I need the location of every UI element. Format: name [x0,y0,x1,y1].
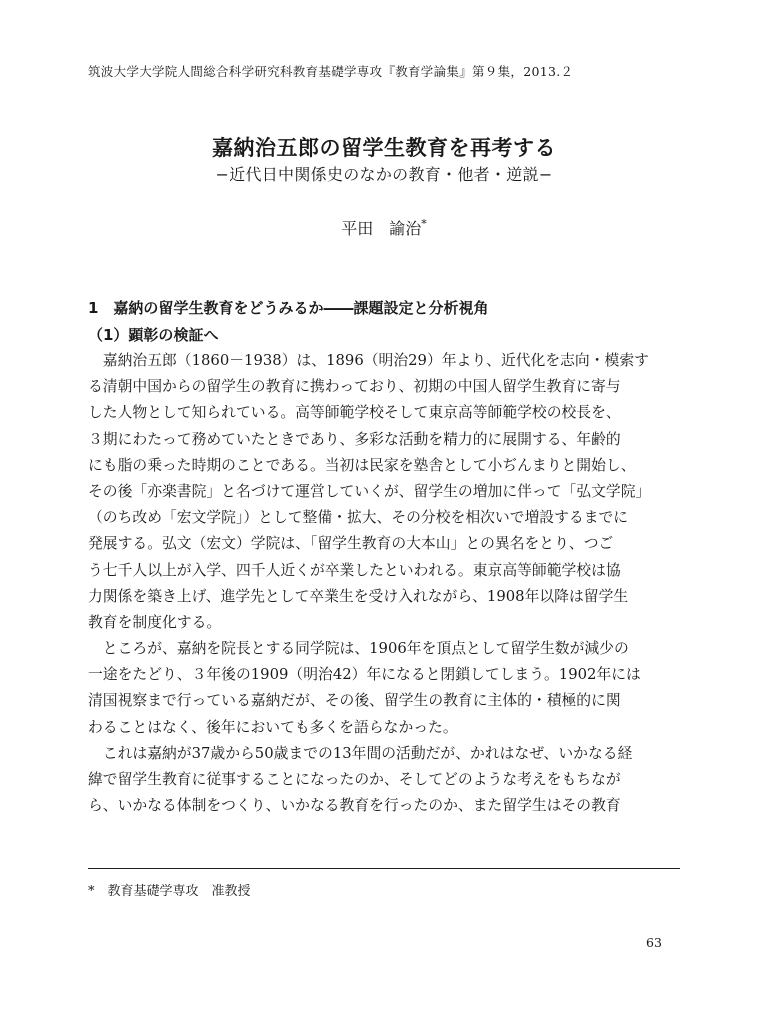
body-line: 緯で留学生教育に従事することになったのか、そしてどのような考えをもちなが [88,771,621,788]
body-line: 力関係を築き上げ、進学先として卒業生を受け入れながら、1908年以降は留学生 [88,587,629,605]
body-line: 清国視察まで行っている嘉納だが、その後、留学生の教育に主体的・積極的に関 [88,692,621,710]
body-line: わることはなく、後年においても多くを語らなかった。 [88,718,458,736]
body-line: ３期にわたって務めていたときであり、多彩な活動を精力的に展開する、年齢的 [88,430,621,448]
body-line: う七千人以上が入学、四千人近くが卒業したといわれる。東京高等師範学校は協 [88,561,621,579]
article-title: 嘉納治五郎の留学生教育を再考する [212,135,556,160]
section-heading: 1 嘉納の留学生教育をどうみるか――課題設定と分析視角 [88,299,489,317]
body-line: これは嘉納が37歳から50歳までの13年間の活動だが、かれはなぜ、いかなる経 [88,744,633,762]
body-line: した人物として知られている。高等師範学校そして東京高等師範学校の校長を、 [88,404,621,422]
body-line: る清朝中国からの留学生の教育に携わっており、初期の中国人留学生教育に寄与 [88,378,621,396]
article-subtitle: −近代日中関係史のなかの教育・他者・逆説− [215,165,553,184]
footnote-rule [88,868,680,869]
body-line: 一途をたどり、３年後の1909（明治42）年になると閉鎖してしまう。1902年には [88,666,641,684]
body-line: 嘉納治五郎（1860－1938）は、1896（明治29）年より、近代化を志向・模索す [88,352,649,369]
body-line: 発展する。弘文（宏文）学院は、「留学生教育の大本山」との異名をとり、つご [88,535,614,553]
author-line [0,216,768,239]
body-line: ところが、嘉納を院長とする同学院は、1906年を頂点として留学生数が減少の [88,640,629,658]
body-line: （のち改め「宏文学院」）として整備・拡大、その分校を相次いで増設するまでに [88,509,629,527]
footnote: * 教育基礎学専攻 准教授 [88,884,251,899]
body-line: にも脂の乗った時期のことである。当初は民家を塾舎として小ぢんまりと開始し、 [88,456,636,474]
author-footnote-mark: * [421,217,427,231]
body-line: ら、いかなる体制をつくり、いかなる教育を行ったのか、また留学生はその教育 [88,797,621,815]
page-number: 63 [646,935,662,950]
author-name: 平田 諭治 [341,219,422,238]
body-line: その後「亦楽書院」と名づけて運営していくが、留学生の増加に伴って「弘文学院」 [88,482,651,500]
journal-header: 筑波大学大学院人間総合科学研究科教育基礎学専攻『教育学論集』第９集，2013.２ [88,64,574,79]
body-line: 教育を制度化する。 [88,613,222,631]
subsection-heading: （1）顕彰の検証へ [88,326,219,344]
body-text [88,348,688,819]
